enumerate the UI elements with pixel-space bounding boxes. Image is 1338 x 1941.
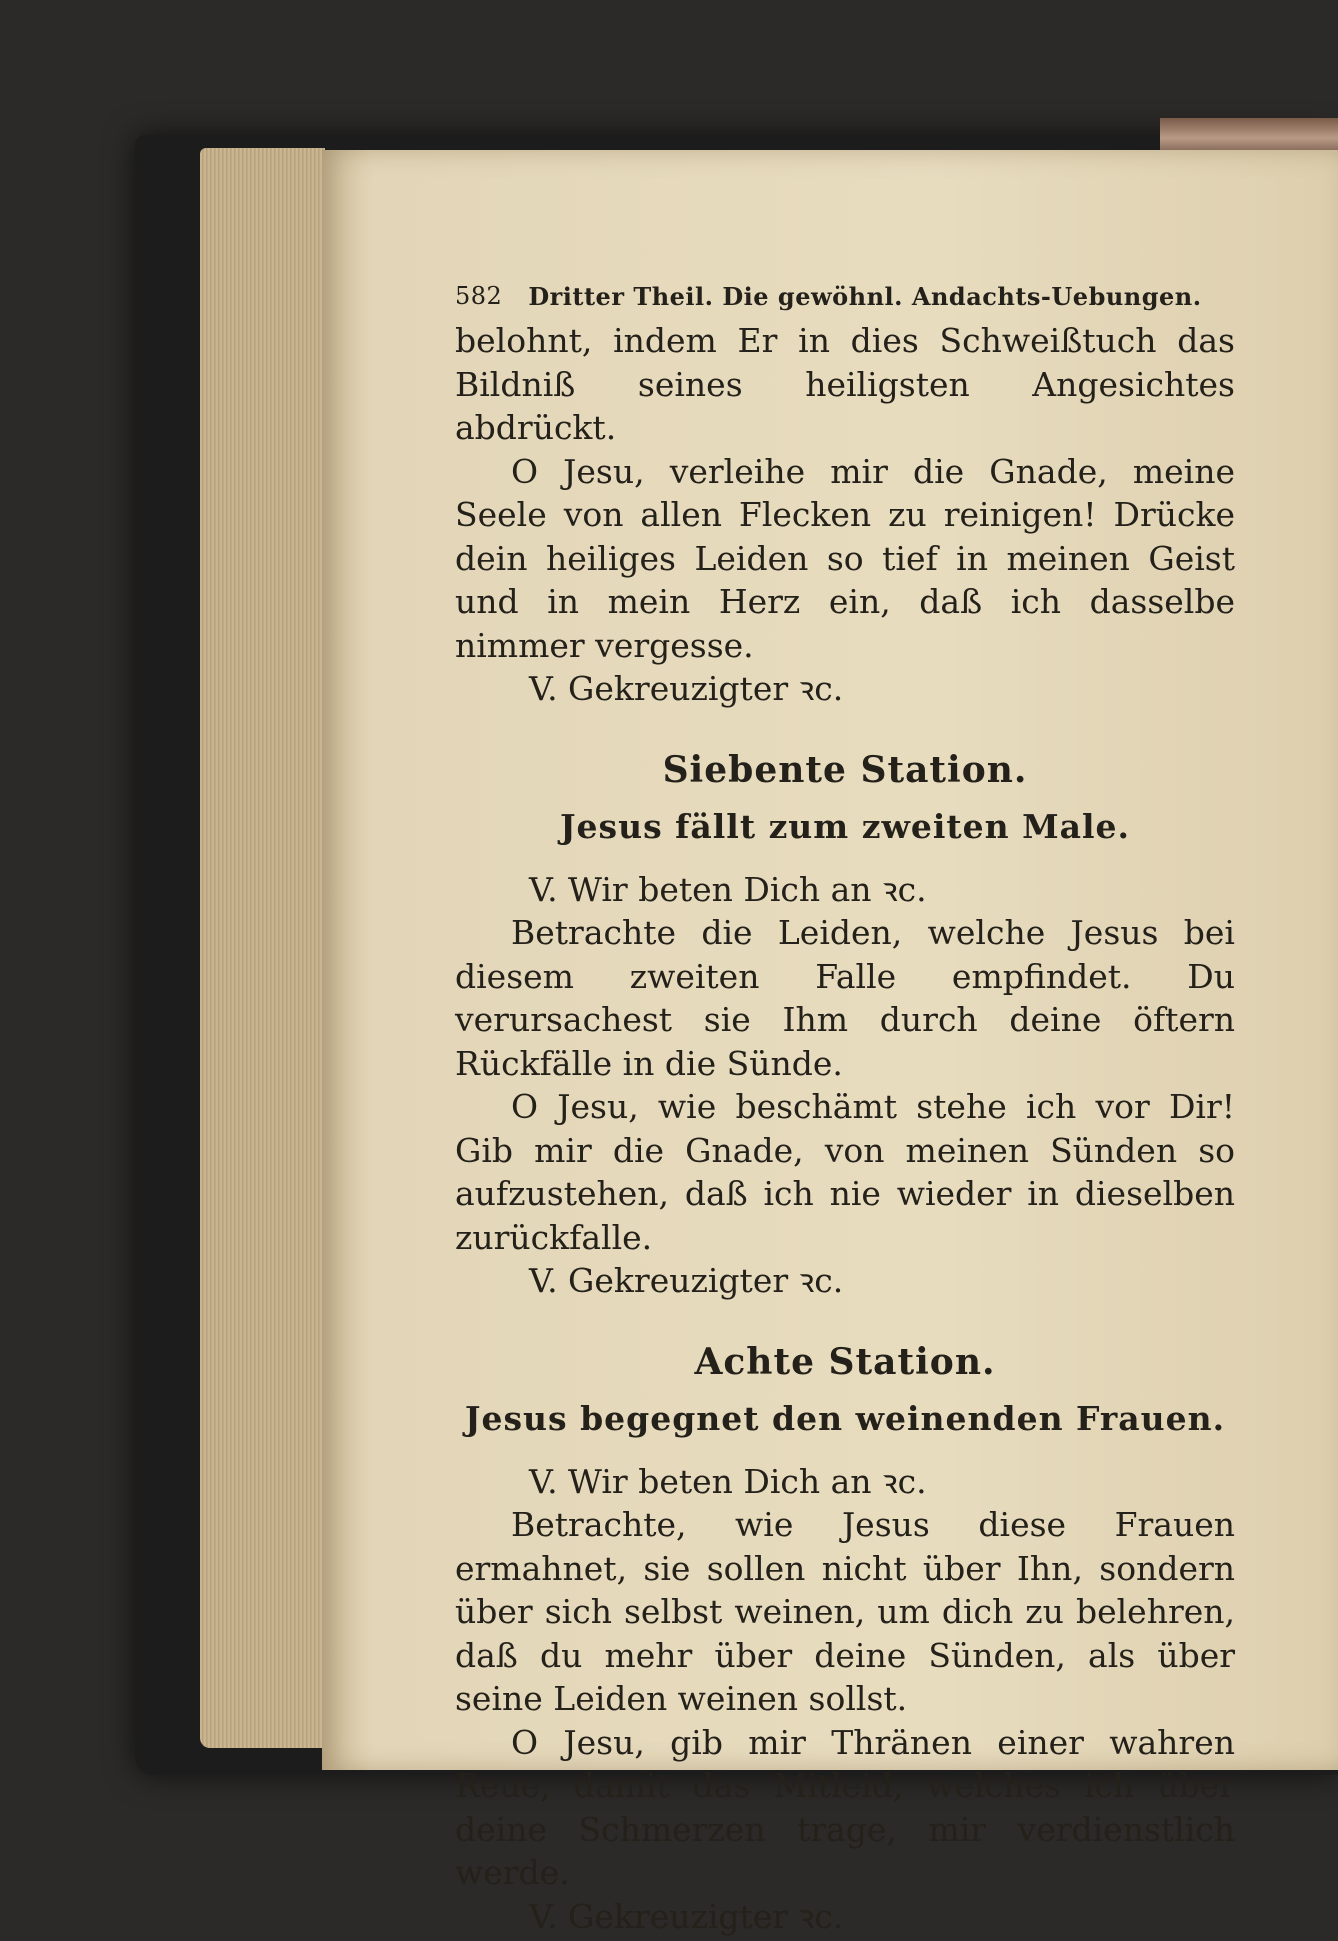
paragraph-continued: belohnt, indem Er in dies Schweißtuch das Bildniß seines heiligsten Angesichtes abdrückt. xyxy=(455,321,1235,447)
station-heading: Siebente Station. xyxy=(662,748,1028,791)
station-subheading: Jesus begegnet den weinenden Frauen. xyxy=(464,1398,1226,1438)
page-content xyxy=(455,282,1235,1938)
versicle: V. Gekreuzigter ꝛc. xyxy=(529,1261,844,1300)
running-header xyxy=(455,282,1235,311)
page-number: 582 xyxy=(455,282,503,310)
meditation-paragraph: Betrachte, wie Jesus diese Frauen ermahnet, sie sollen nicht über Ihn, sondern über sich selbst weinen, um dich zu belehren, daß du mehr über deine Sünden, als über seine Leiden weinen sollst. xyxy=(455,1505,1235,1718)
versicle: V. Gekreuzigter ꝛc. xyxy=(529,669,844,708)
prayer-paragraph: O Jesu, wie beschämt stehe ich vor Dir! Gib mir die Gnade, von meinen Sünden so aufzustehen, daß ich nie wieder in dieselben zurückfalle. xyxy=(455,1087,1235,1257)
prayer-paragraph: O Jesu, verleihe mir die Gnade, meine Seele von allen Flecken zu reinigen! Drücke dein heiliges Leiden so tief in meinen Geist und in mein Herz ein, daß ich dasselbe nimmer vergesse. xyxy=(455,451,1235,665)
versicle: V. Wir beten Dich an ꝛc. xyxy=(529,869,927,909)
versicle: V. Wir beten Dich an ꝛc. xyxy=(529,1461,927,1501)
versicle: V. Gekreuzigter ꝛc. xyxy=(529,1896,844,1936)
station-subheading: Jesus fällt zum zweiten Male. xyxy=(559,806,1131,846)
prayer-paragraph: O Jesu, gib mir Thränen einer wahren Reue, damit das Mitleid, welches ich über deine Schmerzen trage, mir verdienstlich werde. xyxy=(455,1722,1235,1892)
station-heading: Achte Station. xyxy=(694,1340,996,1383)
meditation-paragraph: Betrachte die Leiden, welche Jesus bei diesem zweiten Falle empfindet. Du verursachest sie Ihm durch deine öftern Rückfälle in die Sünde. xyxy=(455,913,1235,1083)
running-title: Dritter Theil. Die gewöhnl. Andachts-Uebungen. xyxy=(528,282,1202,311)
page-edges xyxy=(200,148,325,1748)
